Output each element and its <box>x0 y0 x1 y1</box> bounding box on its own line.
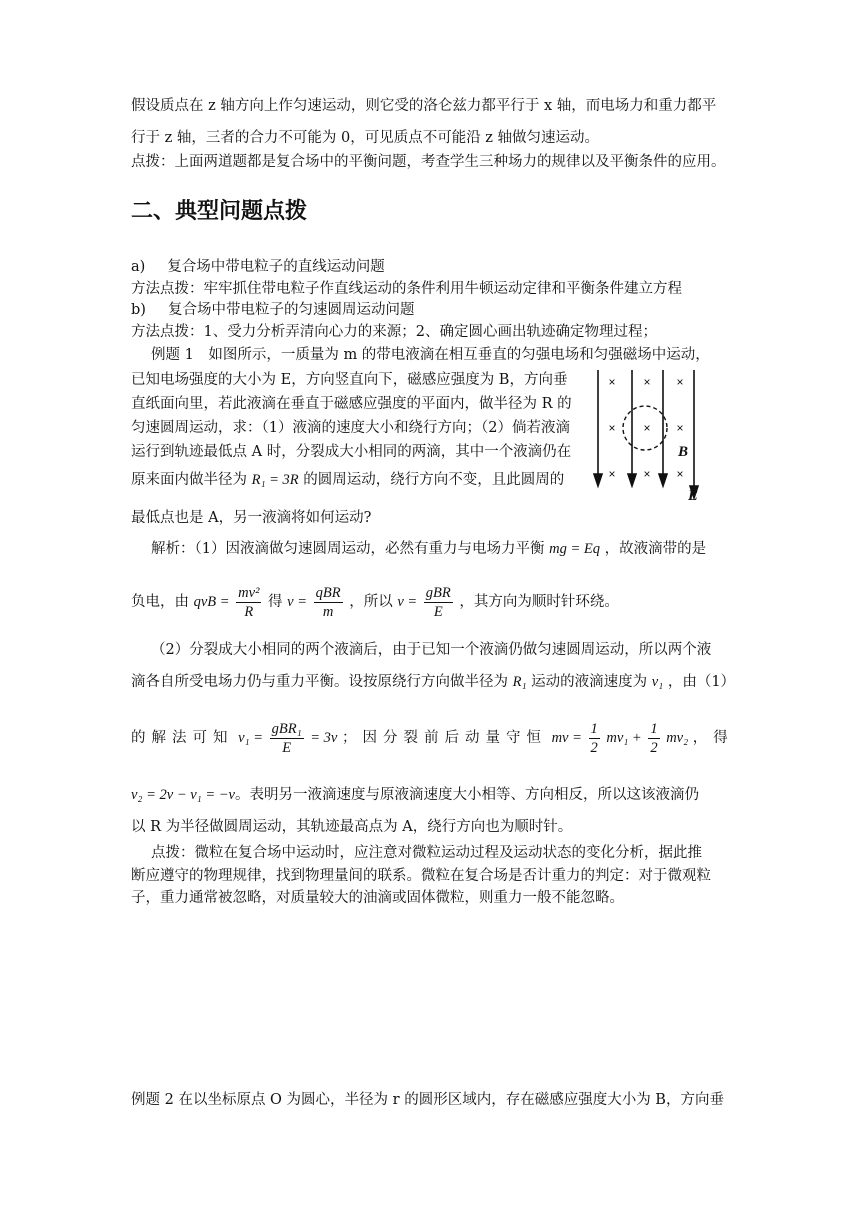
solution-line: （2）分裂成大小相同的两个液滴后，由于已知一个液滴仍做匀速圆周运动，所以两个液 <box>151 642 712 658</box>
tip-line: 点拨：微粒在复合场中运动时，应注意对微粒运动过程及运动状态的变化分析，据此推 <box>151 845 702 861</box>
tip-line: 断应遵守的物理规律，找到物理量间的联系。微粒在复合场是否计重力的判定：对于微观粒 <box>131 868 711 884</box>
cross-marker: × <box>676 421 684 435</box>
formula: = 3v <box>310 730 338 746</box>
magnetic-field-markers <box>608 375 683 481</box>
example-line: 原来面内做半径为 R₁ = 3R 的圆周运动，绕行方向不变，且此圆周的 <box>131 472 565 488</box>
example-line: 例题 1 如图所示，一质量为 m 的带电液滴在相互垂直的匀强电场和匀强磁场中运动， <box>151 347 710 363</box>
section-heading: 二、典型问题点拨 <box>131 199 308 224</box>
list-item-text: 复合场中带电粒子的直线运动问题 <box>167 259 385 275</box>
formula: R₁ <box>512 674 527 690</box>
method-tip: 方法点拨：牢牢抓住带电粒子作直线运动的条件利用牛顿运动定律和平衡条件建立方程 <box>131 281 682 297</box>
cross-marker: × <box>608 375 616 389</box>
list-marker: b) <box>131 302 146 318</box>
solution-line: 负电，由 qvB = $\frac{\text{mv²}}{R}$ 得 v = $\frac{\text{qBR}}{m}$ ，所以 v = $\frac{\text{gBR}}{E}$ ，其方向为顺时针环绕。 <box>131 584 619 620</box>
example-line: 运行到轨迹最低点 A 时，分裂成大小相同的两滴，其中一个液滴仍在 <box>131 444 572 460</box>
cross-marker: × <box>608 467 616 481</box>
list-item-b <box>131 300 731 320</box>
formula: v₂ = 2v − v₁ = −v <box>131 787 235 803</box>
tip-paragraph: 点拨：上面两道题都是复合场中的平衡问题，考查学生三种场力的规律以及平衡条件的应用。 <box>131 154 726 170</box>
cross-marker: × <box>643 375 651 389</box>
example-line: 最低点也是 A，另一液滴将如何运动? <box>131 510 372 526</box>
list-marker: a) <box>131 259 146 275</box>
formula: v₁ <box>651 674 664 690</box>
field-diagram <box>592 368 722 504</box>
solution-line: 滴各自所受电场力仍与重力平衡。设按原绕行方向做半径为 R₁ 运动的液滴速度为 v₁ ，由（1） <box>131 674 736 690</box>
example-line: 已知电场强度的大小为 E，方向竖直向下，磁感应强度为 B，方向垂 <box>131 372 568 388</box>
fraction: $\frac{\text{qBR}}{m}$ <box>315 584 341 620</box>
label-e: E <box>688 488 699 504</box>
method-tip: 方法点拨：1、受力分析弄清向心力的来源；2、确定圆心画出轨迹确定物理过程； <box>131 324 657 340</box>
cross-marker: × <box>643 467 651 481</box>
cross-marker: × <box>676 375 684 389</box>
cross-marker: × <box>643 421 651 435</box>
formula: qvB = <box>193 594 230 610</box>
cross-marker: × <box>608 421 616 435</box>
solution-line: 解析：（1）因液滴做匀速圆周运动，必然有重力与电场力平衡 mg = Eq ，故液滴带的是 <box>151 541 707 557</box>
formula: mg = Eq <box>549 541 600 557</box>
formula: v₁ = <box>238 730 263 746</box>
fraction: $\frac{\text{gBR₁}}{E}$ <box>271 720 302 756</box>
label-b: B <box>678 444 689 460</box>
list-item-a <box>131 257 731 277</box>
fraction: $\frac{1}{2}$ <box>650 720 658 756</box>
paragraph-line: 行于 z 轴，三者的合力不可能为 0，可见质点不可能沿 z 轴做匀速运动。 <box>131 130 600 146</box>
fraction: $\frac{\text{mv²}}{R}$ <box>238 584 260 620</box>
fraction: $\frac{1}{2}$ <box>590 720 598 756</box>
formula: v = <box>287 594 308 610</box>
formula: mv = <box>551 730 582 746</box>
solution-line: v₂ = 2v − v₁ = −v。表明另一液滴速度与原液滴速度大小相等、方向相反，所以这该液滴仍 <box>131 787 699 803</box>
formula: v = <box>397 594 418 610</box>
formula: mv₂ <box>666 730 689 746</box>
example-line: 匀速圆周运动，求：（1）液滴的速度大小和绕行方向；（2）倘若液滴 <box>131 420 570 436</box>
tip-line: 子，重力通常被忽略，对质量较大的油滴或固体微粒，则重力一般不能忽略。 <box>131 890 624 906</box>
example-2-line: 例题 2 在以坐标原点 O 为圆心，半径为 r 的圆形区域内，存在磁感应强度大小为 B，方向垂 <box>131 1092 724 1108</box>
solution-line: 以 R 为半径做圆周运动，其轨迹最高点为 A，绕行方向也为顺时针。 <box>131 819 573 835</box>
paragraph-line: 假设质点在 z 轴方向上作匀速运动，则它受的洛仑兹力都平行于 x 轴，而电场力和重力都平 <box>131 98 717 114</box>
formula: mv₁ + <box>606 730 642 746</box>
formula: R₁ = 3R <box>251 472 299 488</box>
example-line: 直纸面向里，若此液滴在垂直于磁感应强度的平面内，做半径为 R 的 <box>131 396 572 412</box>
cross-marker: × <box>676 467 684 481</box>
fraction: $\frac{\text{gBR}}{E}$ <box>425 584 451 620</box>
list-item-text: 复合场中带电粒子的匀速圆周运动问题 <box>167 302 415 318</box>
solution-line: 的解法可知 v₁ = $\frac{\text{gBR₁}}{E}$ = 3v ；因分裂前后动量守恒 mv = $\frac{1}{2}$ mv₁ + $\frac{1}{2}$ mv₂ ，得 <box>131 720 734 756</box>
